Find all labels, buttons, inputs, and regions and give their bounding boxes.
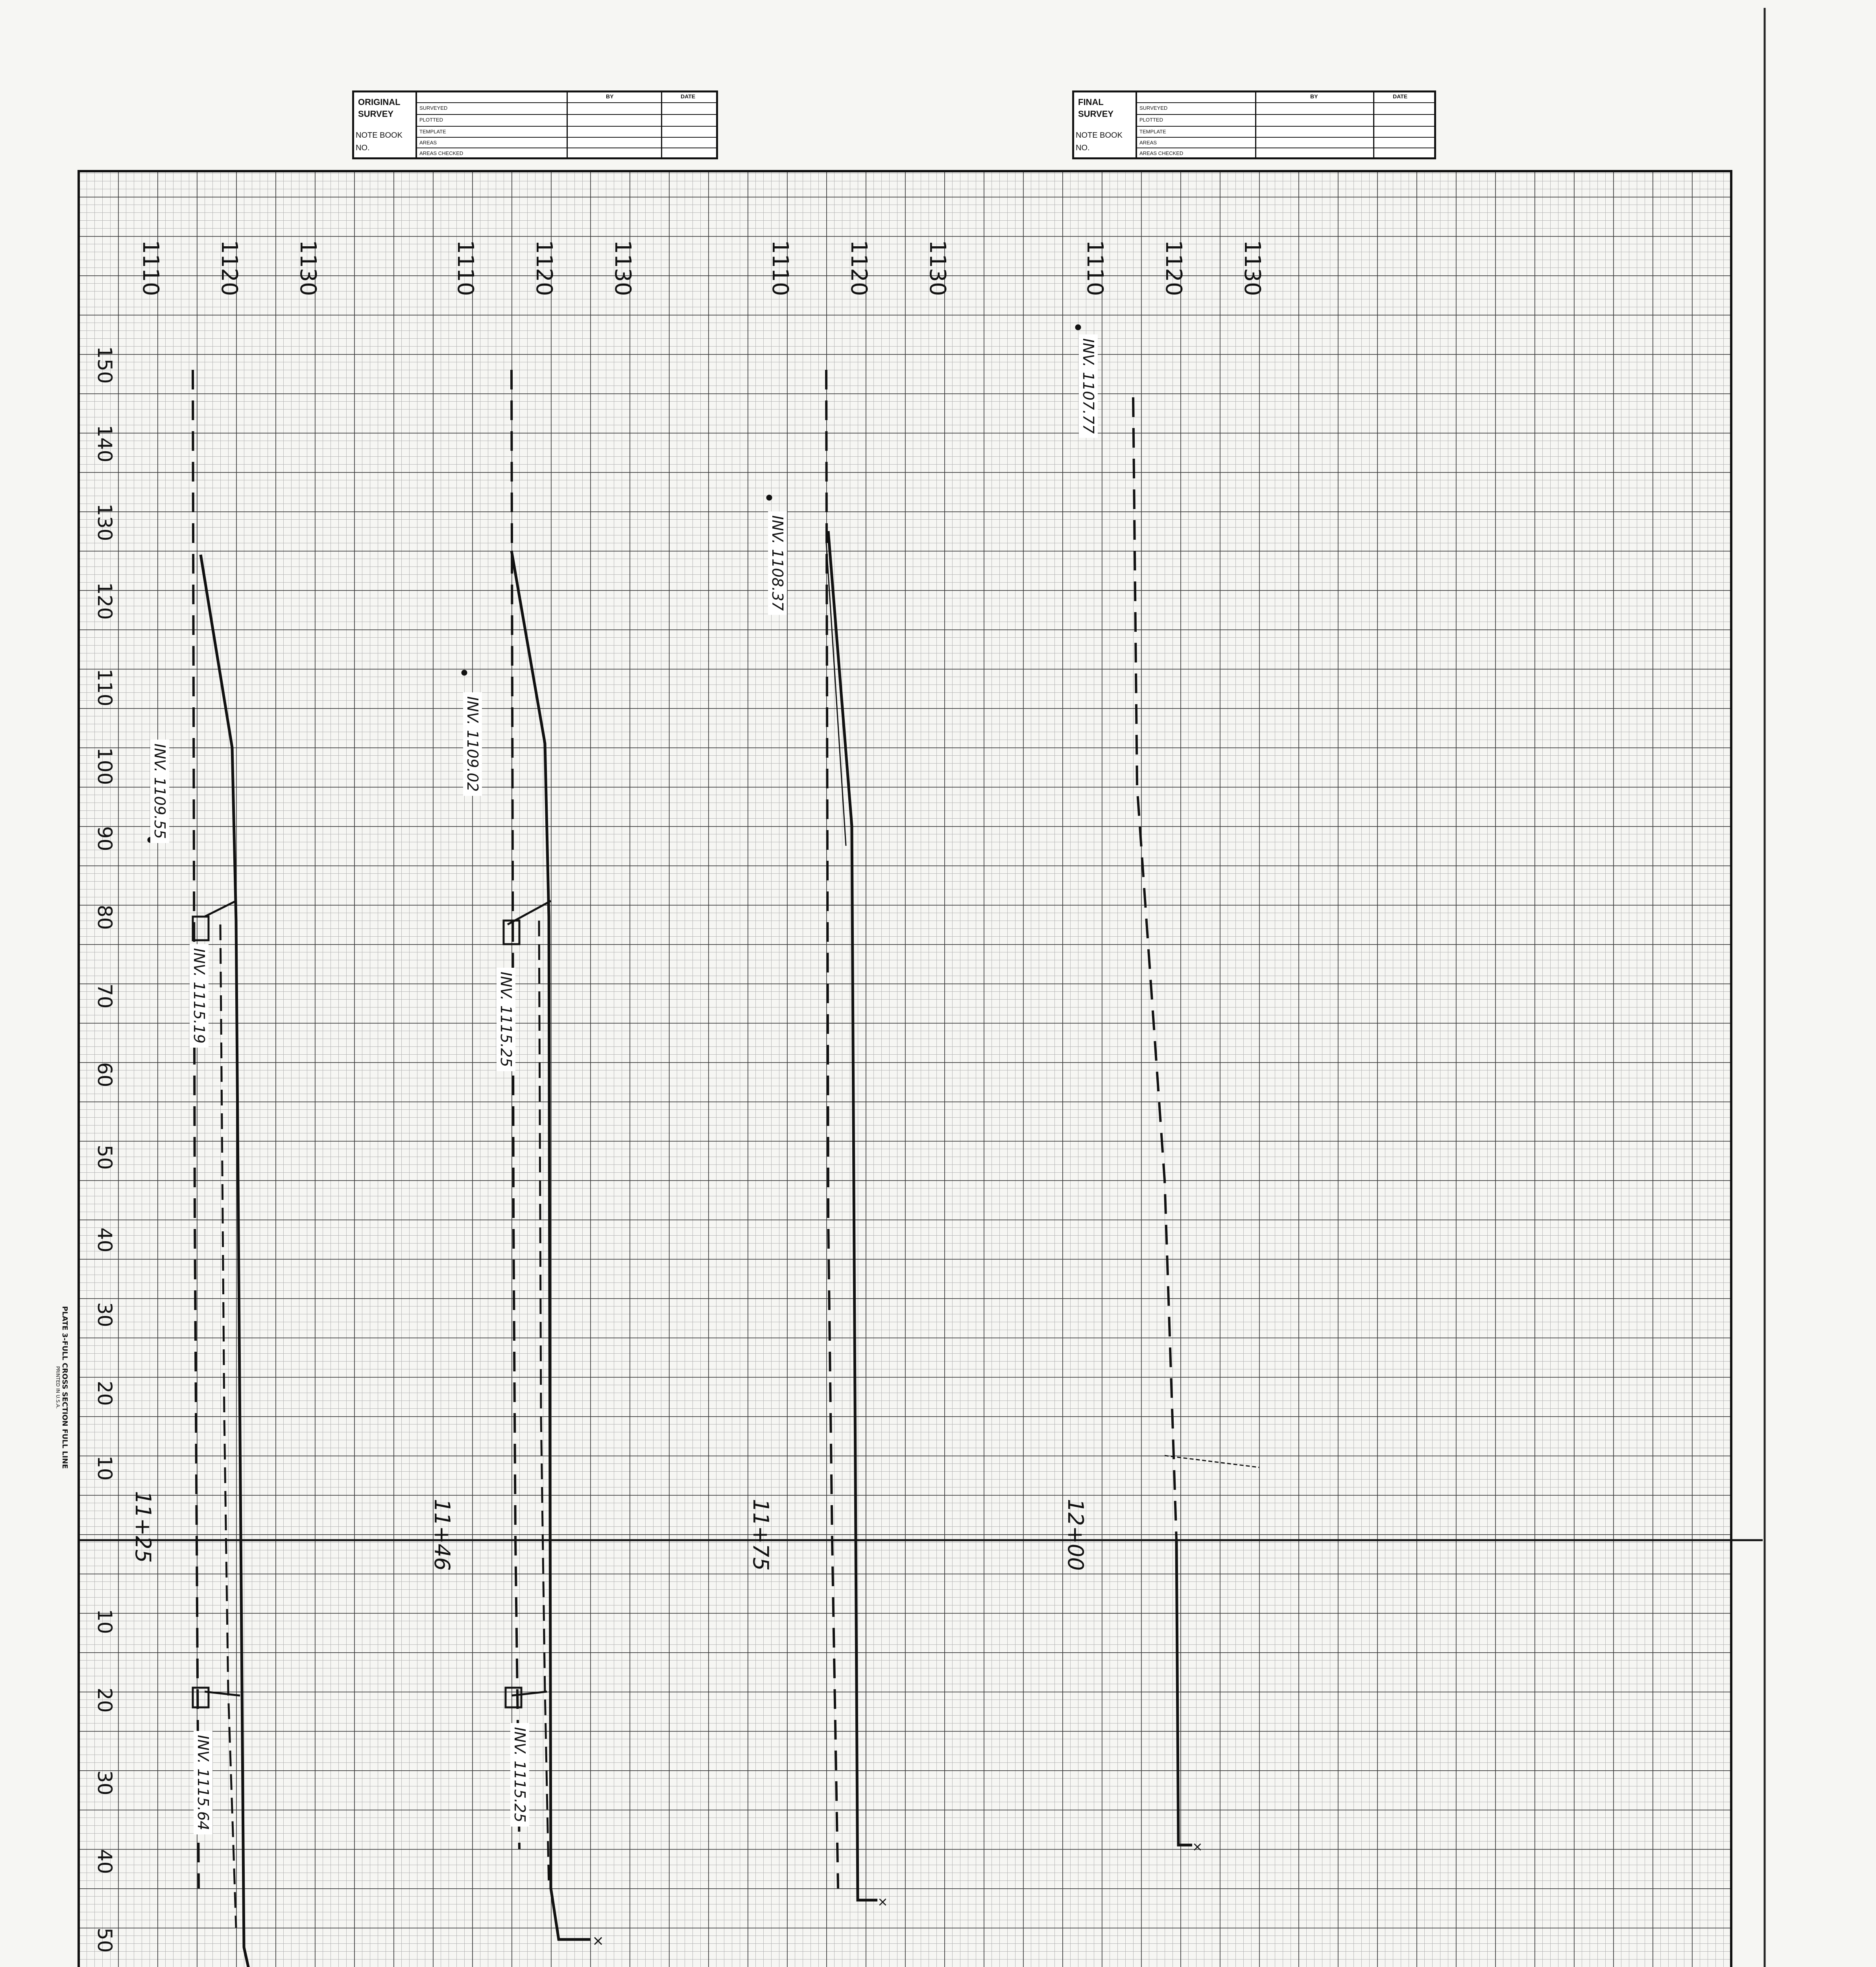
elevation-label: 1120 <box>216 240 242 296</box>
survey-heading: SURVEY <box>1078 109 1114 119</box>
survey-row: AREAS <box>1137 137 1434 149</box>
date-label: DATE <box>1393 93 1408 100</box>
survey-row: TEMPLATE <box>1137 126 1434 138</box>
survey-heading: FINAL <box>1078 97 1104 107</box>
survey-row: PLOTTED <box>1137 114 1434 126</box>
invert-label: INV. 1108.37 <box>768 511 787 615</box>
elevation-label: 1110 <box>452 240 478 296</box>
grid-area <box>79 171 1731 1967</box>
survey-row: PLOTTED <box>417 114 716 126</box>
elevation-label: 1130 <box>925 240 950 296</box>
survey-row: AREAS CHECKED <box>1137 148 1434 159</box>
survey-row: TEMPLATE <box>417 126 716 138</box>
invert-label: INV. 1115.64 <box>194 1731 212 1834</box>
date-label: DATE <box>681 93 696 100</box>
no-label: NO. <box>356 144 370 152</box>
final-survey-block <box>1072 90 1436 159</box>
elevation-label: 1110 <box>767 240 793 296</box>
note-book-label: NOTE BOOK <box>356 131 403 140</box>
invert-label: INV. 1115.19 <box>190 944 209 1048</box>
survey-row: AREAS <box>417 137 716 149</box>
invert-label: INV. 1115.25 <box>510 1723 529 1827</box>
svg-text:×: × <box>877 1894 888 1909</box>
invert-label: INV. 1115.25 <box>497 968 515 1071</box>
offset-label: 20 <box>93 1688 116 1713</box>
offset-label: 120 <box>93 582 116 620</box>
offset-label: 60 <box>93 1062 116 1087</box>
offset-label: 10 <box>93 1456 116 1481</box>
offset-label: 100 <box>93 747 116 785</box>
offset-label: 50 <box>93 1928 116 1953</box>
survey-heading: ORIGINAL <box>358 97 401 107</box>
elevation-label: 1110 <box>1082 240 1108 296</box>
station-label: 11+75 <box>748 1499 773 1571</box>
offset-label: 150 <box>93 346 116 384</box>
elevation-label: 1130 <box>610 240 635 296</box>
offset-label: 140 <box>93 425 116 463</box>
svg-text:×: × <box>592 1933 604 1949</box>
invert-label: INV. 1109.55 <box>150 740 169 843</box>
offset-label: 130 <box>93 504 116 541</box>
elevation-label: 1120 <box>1161 240 1186 296</box>
station-label: 12+00 <box>1063 1499 1088 1571</box>
original-survey-block <box>352 90 718 159</box>
by-label: BY <box>606 93 614 100</box>
note-book-label: NOTE BOOK <box>1076 131 1123 140</box>
elevation-label: 1120 <box>846 240 872 296</box>
elevation-label: 1130 <box>1239 240 1265 296</box>
by-label: BY <box>1310 93 1318 100</box>
plate-label: PLATE 3-FULL CROSS SECTION FULL LINE PRINTED IN U.S.A. <box>55 1306 69 1469</box>
offset-label: 80 <box>93 905 116 930</box>
offset-label: 20 <box>93 1381 116 1406</box>
offset-label: 40 <box>93 1849 116 1874</box>
offset-label: 50 <box>93 1145 116 1170</box>
survey-heading: SURVEY <box>358 109 394 119</box>
offset-label: 30 <box>93 1302 116 1327</box>
survey-row: SURVEYED <box>417 102 716 114</box>
survey-row: SURVEYED <box>1137 102 1434 114</box>
survey-row: AREAS CHECKED <box>417 148 716 159</box>
station-label: 11+25 <box>131 1491 155 1563</box>
offset-label: 90 <box>93 826 116 851</box>
no-label: NO. <box>1076 144 1090 152</box>
elevation-label: 1120 <box>531 240 557 296</box>
offset-label: 10 <box>93 1609 116 1634</box>
offset-label: 40 <box>93 1227 116 1253</box>
offset-label: 110 <box>93 669 116 707</box>
station-label: 11+46 <box>430 1499 454 1571</box>
invert-label: INV. 1109.02 <box>463 692 482 796</box>
offset-label: 70 <box>93 984 116 1009</box>
invert-label: INV. 1107.77 <box>1079 334 1098 438</box>
elevation-label: 1110 <box>138 240 163 296</box>
svg-text:×: × <box>1192 1839 1203 1854</box>
offset-label: 30 <box>93 1770 116 1795</box>
elevation-label: 1130 <box>295 240 321 296</box>
